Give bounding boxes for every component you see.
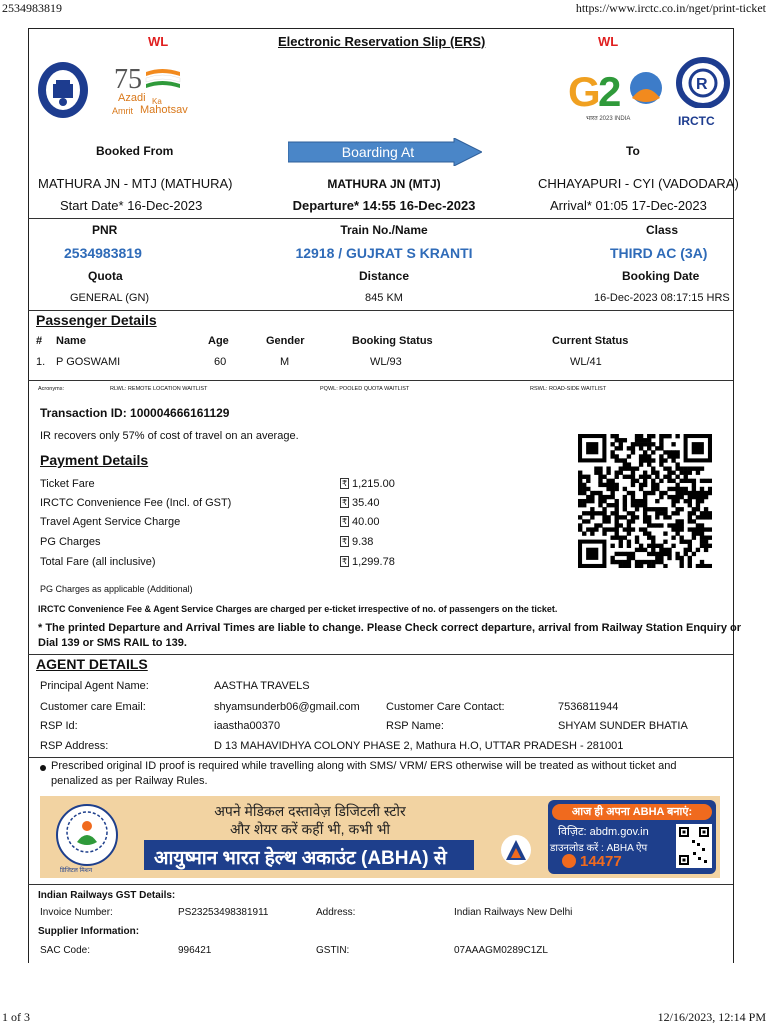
payment-amount-convenience-fee: 35.40: [352, 497, 380, 509]
svg-text:G: G: [568, 68, 601, 112]
divider: [28, 884, 733, 885]
banner-line1: अपने मेडिकल दस्तावेज़ डिजिटली स्टोर: [214, 803, 406, 819]
invoice-number-label: Invoice Number:: [40, 907, 113, 918]
col-age: Age: [208, 335, 229, 347]
irctc-logo-icon: [676, 56, 730, 108]
gst-address-value: Indian Railways New Delhi: [454, 907, 573, 918]
col-number: #: [36, 335, 43, 347]
acronym-rlwl: RLWL: REMOTE LOCATION WAITLIST: [110, 386, 208, 392]
customer-email-value: shyamsunderb06@gmail.com: [214, 701, 360, 713]
to-label: To: [626, 144, 640, 158]
svg-text:R: R: [696, 76, 708, 93]
payment-amount-pg-charges: 9.38: [352, 536, 374, 548]
passenger-age: 60: [214, 356, 227, 368]
divider: [28, 218, 733, 219]
azadi-text: Azadi: [118, 92, 146, 104]
gst-details-heading: Indian Railways GST Details:: [38, 890, 176, 901]
banner-cta-title: आज ही अपना ABHA बनाएं:: [552, 804, 712, 820]
sac-code-value: 996421: [178, 945, 212, 956]
rupee-icon: ₹: [342, 479, 348, 488]
rupee-icon: ₹: [342, 498, 348, 507]
waitlist-badge-right: WL: [598, 34, 619, 49]
acronym-pqwl: PQWL: POOLED QUOTA WAITLIST: [320, 386, 410, 392]
indian-railways-logo-icon: [36, 60, 90, 120]
amrit-text: Amrit: [112, 106, 133, 116]
payment-label-ticket-fare: Ticket Fare: [40, 478, 95, 490]
rsp-id-label: RSP Id:: [40, 720, 78, 732]
ka-text: Ka: [152, 97, 162, 106]
to-station: CHHAYAPURI - CYI (VADODARA): [538, 176, 739, 191]
payment-label-pg-charges: PG Charges: [40, 536, 101, 548]
arrival-time: Arrival* 01:05 17-Dec-2023: [550, 198, 707, 213]
distance-label: Distance: [358, 269, 410, 283]
recovery-note: IR recovers only 57% of cost of travel on an average.: [40, 430, 299, 442]
from-station: MATHURA JN - MTJ (MATHURA): [38, 176, 233, 191]
class-label: Class: [646, 223, 679, 237]
payment-details-heading: Payment Details: [40, 452, 149, 468]
invoice-number-value: PS23253498381911: [178, 907, 269, 918]
ers-title: Electronic Reservation Slip (ERS): [278, 34, 486, 49]
transaction-id: Transaction ID: 100004666161129: [40, 406, 230, 420]
qr-code-icon: [578, 434, 712, 568]
rsp-address-value: D 13 MAHAVIDHYA COLONY PHASE 2, Mathura H.O, UTTAR PRADESH - 281001: [214, 740, 624, 752]
time-change-note-line1: * The printed Departure and Arrival Times are liable to change. Please Check correct departure, arrival from Railway Station Enquiry or: [38, 622, 742, 634]
divider: [28, 310, 733, 311]
quota-value: GENERAL (GN): [70, 292, 150, 304]
divider: [28, 757, 733, 758]
booked-from-label: Booked From: [96, 144, 174, 158]
banner-line3: आयुष्मान भारत हेल्थ अकाउंट (ABHA) से: [154, 848, 447, 869]
rupee-icon: ₹: [342, 517, 348, 526]
abha-ad-banner[interactable]: [40, 796, 720, 878]
gstin-label: GSTIN:: [316, 945, 350, 956]
time-change-note-line2: Dial 139 or SMS RAIL to 139.: [38, 637, 187, 649]
payment-label-convenience-fee: IRCTC Convenience Fee (Incl. of GST): [40, 497, 232, 509]
bullet-icon: [40, 765, 46, 771]
rupee-icon: ₹: [342, 557, 348, 566]
divider: [28, 380, 733, 381]
departure-time: Departure* 14:55 16-Dec-2023: [292, 198, 476, 213]
rsp-address-label: RSP Address:: [40, 740, 109, 752]
supplier-information-heading: Supplier Information:: [38, 926, 140, 937]
booking-date-label: Booking Date: [622, 269, 700, 283]
pnr-value: 2534983819: [64, 245, 142, 261]
azadi-ka-amrit-mahotsav-logo: [112, 62, 202, 122]
payment-amount-agent-charge: 40.00: [352, 516, 380, 528]
start-date: Start Date* 16-Dec-2023: [60, 198, 203, 213]
id-proof-note-line2: penalized as per Railway Rules.: [51, 775, 208, 787]
sac-code-label: SAC Code:: [40, 945, 91, 956]
payment-amount-total-fare: 1,299.78: [352, 556, 395, 568]
rsp-name-value: SHYAM SUNDER BHATIA: [558, 720, 688, 732]
class-value: THIRD AC (3A): [610, 245, 708, 261]
passenger-details-heading: Passenger Details: [36, 312, 157, 328]
mahotsav-text: Mahotsav: [140, 104, 188, 116]
rupee-icon: ₹: [342, 537, 348, 546]
page-url-text: https://www.irctc.co.in/nget/print-ticket: [575, 1, 766, 15]
page-title-text: 2534983819: [2, 1, 62, 15]
quota-label: Quota: [88, 269, 123, 283]
waitlist-badge-left: WL: [148, 34, 169, 49]
id-proof-note-line1: Prescribed original ID proof is required while travelling along with SMS/ VRM/ ERS otherwise will be treated as without ticket and: [51, 760, 677, 772]
acronyms-label: Acronyms:: [38, 386, 64, 392]
banner-phone-number: 14477: [580, 853, 622, 870]
banner-line2: और शेयर करें कहीं भी, कभी भी: [229, 821, 391, 837]
gst-address-label: Address:: [316, 907, 356, 918]
pg-charges-note: PG Charges as applicable (Additional): [40, 584, 193, 594]
fee-note: IRCTC Convenience Fee & Agent Service Charges are charged per e-ticket irrespective of no. of passengers on the ticket.: [38, 604, 558, 614]
pnr-label: PNR: [92, 223, 118, 237]
banner-logo-caption: डिजिटल मिशन: [60, 868, 93, 874]
passenger-booking-status: WL/93: [370, 356, 402, 368]
banner-visit-text: विज़िट: abdm.gov.in: [558, 826, 649, 838]
acronym-rswl: RSWL: ROAD-SIDE WAITLIST: [530, 386, 607, 392]
divider: [28, 654, 733, 655]
banner-qr-code-icon: [676, 824, 712, 868]
boarding-station: MATHURA JN (MTJ): [327, 177, 441, 191]
passenger-gender: M: [280, 356, 290, 368]
col-gender: Gender: [266, 335, 305, 347]
agent-details-heading: AGENT DETAILS: [36, 656, 148, 672]
passenger-name: P GOSWAMI: [56, 356, 121, 368]
col-booking-status: Booking Status: [352, 335, 433, 347]
phone-icon: [562, 854, 576, 868]
ayushman-bharat-logo-icon: [50, 802, 124, 872]
svg-text:75: 75: [114, 64, 142, 92]
rsp-name-label: RSP Name:: [386, 720, 444, 732]
col-current-status: Current Status: [552, 335, 629, 347]
principal-agent-label: Principal Agent Name:: [40, 680, 149, 692]
g20-subtitle: भारत 2023 INDIA: [586, 116, 631, 122]
customer-contact-label: Customer Care Contact:: [386, 701, 505, 713]
seventy-five-flag-icon: [114, 64, 184, 92]
payment-label-agent-charge: Travel Agent Service Charge: [40, 516, 181, 528]
boarding-at-label: Boarding At: [341, 144, 415, 160]
customer-contact-value: 7536811944: [558, 701, 619, 713]
distance-value: 845 KM: [365, 292, 403, 304]
train-label: Train No./Name: [340, 223, 428, 237]
train-value: 12918 / GUJRAT S KRANTI: [295, 245, 473, 261]
svg-text:2: 2: [598, 68, 622, 112]
payment-amount-ticket-fare: 1,215.00: [352, 478, 395, 490]
banner-download-text: डाउनलोड करें : ABHA ऐप: [550, 843, 648, 854]
passenger-number: 1.: [36, 356, 46, 368]
gstin-value: 07AAAGM0289C1ZL: [454, 945, 548, 956]
customer-email-label: Customer care Email:: [40, 701, 146, 713]
print-datetime-text: 12/16/2023, 12:14 PM: [657, 1010, 766, 1024]
rsp-id-value: iaastha00370: [214, 720, 281, 732]
g20-lotus-icon: [566, 64, 666, 112]
abha-logo-icon: [500, 834, 532, 866]
principal-agent-value: AASTHA TRAVELS: [214, 680, 310, 692]
booking-date-value: 16-Dec-2023 08:17:15 HRS: [594, 292, 730, 304]
passenger-current-status: WL/41: [570, 356, 602, 368]
g20-logo: [566, 64, 670, 126]
page-count-text: 1 of 3: [2, 1010, 30, 1024]
col-name: Name: [56, 335, 86, 347]
irctc-label: IRCTC: [678, 114, 715, 128]
payment-label-total-fare: Total Fare (all inclusive): [40, 556, 156, 568]
